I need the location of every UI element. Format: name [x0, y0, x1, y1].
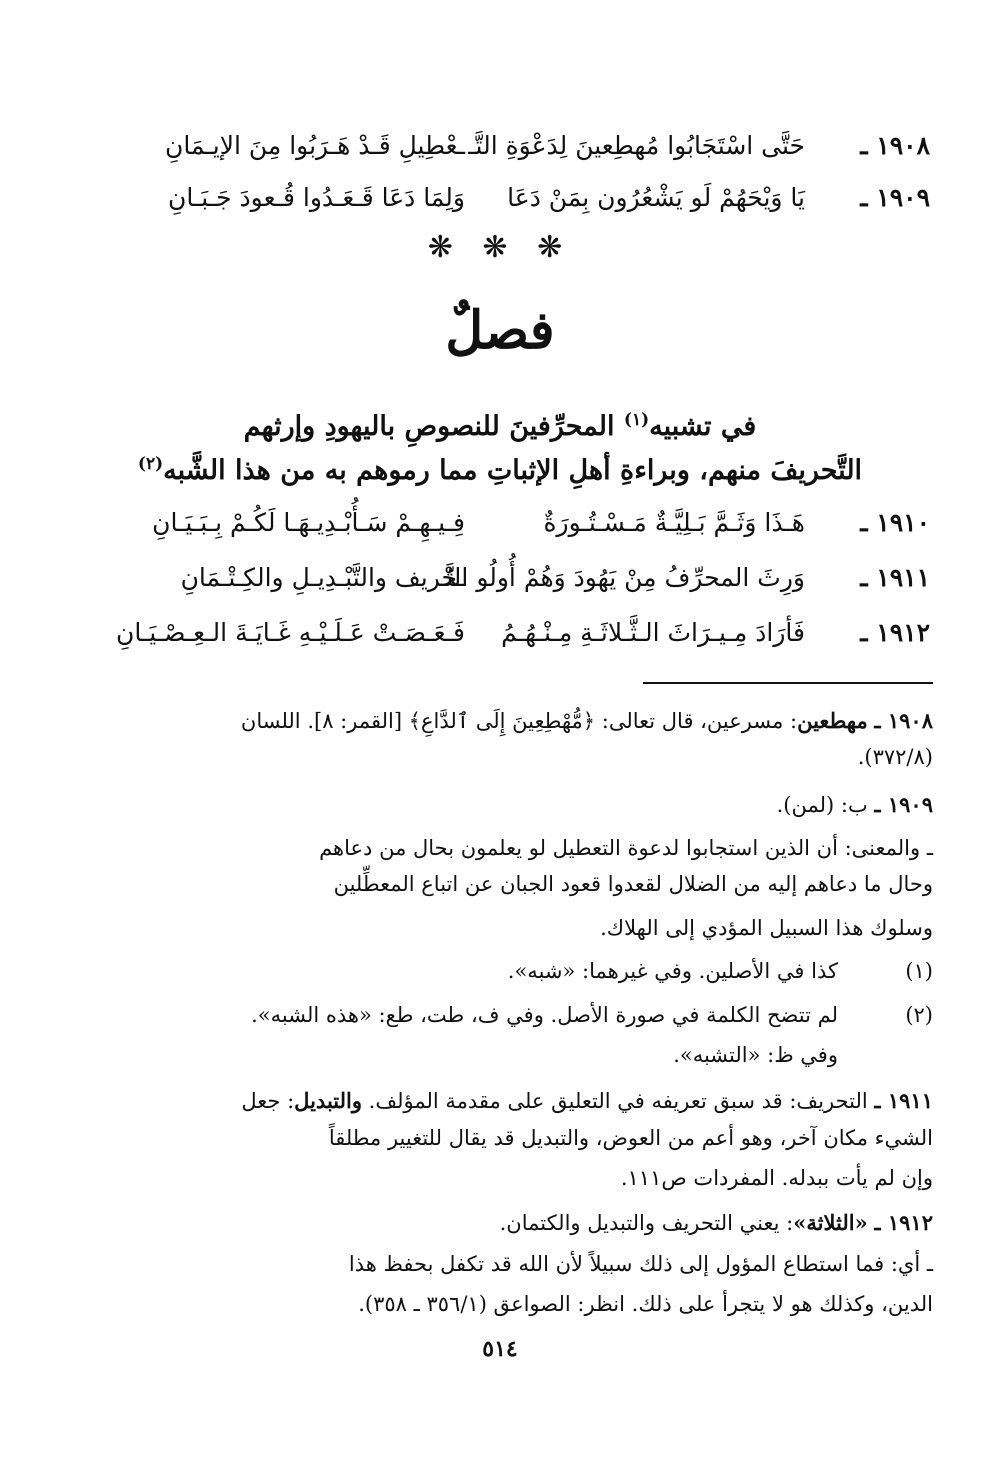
verse-first-hemistich: يَا وَيْحَهُمْ لَو يَشْعُرُون بِمَنْ دَعَا: [507, 183, 805, 212]
footnote-text: كذا في الأصلين. وفي غيرهما: «شبه».: [507, 959, 838, 983]
verse-1912: [70, 607, 930, 659]
note-1911: [68, 1083, 933, 1119]
explanation-line-1: ـ أي: فما استطاع المؤول إلى ذلك سبيلاً لأن الله قد تكفل بحفظ هذا: [348, 1252, 933, 1276]
note-number: ١٩١٢ ـ: [874, 1210, 933, 1235]
verse-1909: [70, 172, 930, 224]
footnote-number: (١): [905, 959, 933, 983]
explanation-line-2: الدين، وكذلك هو لا يتجرأ على ذلك. انظر: الصواعق (٣٥٦/١ ـ ٣٥٨).: [358, 1292, 933, 1316]
note-1908: [68, 703, 933, 739]
note-text: : جعل: [241, 1089, 295, 1113]
verse-second-hemistich: وَلِمَا دَعَا قَـعَـدُوا قُـعودَ جَـبَـانِ: [167, 183, 465, 212]
heading-text: في تشبيه: [649, 411, 757, 442]
meaning-line-2: وحال ما دعاهم إليه من الضلال لقعدوا قعود الجبان عن اتباع المعطِّلين: [333, 872, 933, 896]
meaning-line-3: وسلوك هذا السبيل المؤدي إلى الهلاك.: [600, 916, 933, 940]
note-text: : مسرعين، قال تعالى: ﴿مُّهْطِعِينَ إِلَى ٱلدَّاعِ﴾ [القمر: ٨]. اللسان: [240, 709, 798, 733]
verse-number: ١٩٠٩ ـ: [860, 183, 930, 212]
section-title: فصلٌ: [445, 300, 555, 361]
note-text: : يعني التحريف والتبديل والكتمان.: [499, 1211, 794, 1235]
note-text: التحريف: قد سبق تعريفه في التعليق على مقدمة المؤلف.: [362, 1089, 868, 1113]
footnote-number: (٢): [905, 1003, 933, 1027]
section-separator-stars: ❋ ❋ ❋: [427, 230, 573, 265]
note-keyword: «الثلاثة»: [793, 1210, 868, 1235]
verse-second-hemistich: فِـيـهِـمْ سَـأُبْـدِيـهَـا لَكُـمْ بِـبَـيَـانِ: [152, 508, 465, 537]
footnote-marker: (٢): [137, 454, 164, 474]
verse-first-hemistich: وَرِثَ المحرِّفُ مِنْ يَهُودَ وَهُمْ أُولُو التَّـ: [438, 563, 805, 592]
footnote-text: وفي ظ: «التشبه».: [673, 1043, 838, 1067]
verse-first-hemistich: حَتَّى اسْتَجَابُوا مُهطِعينَ لِدَعْوَةِ التَّـ: [468, 131, 805, 160]
note-1911-line-3: وإن لم يأت ببدله. المفردات ص١١١.: [620, 1166, 933, 1190]
note-number: ١٩٠٩ ـ: [874, 792, 933, 817]
verse-number: ١٩١١ ـ: [860, 563, 930, 592]
verse-second-hemistich: ـحْريف والتَّبْـدِيـلِ والكِـتْـمَانِ: [180, 563, 465, 592]
note-1909: [68, 787, 933, 823]
note-1908-continuation: (٣٧٢/٨).: [857, 745, 933, 769]
note-keyword: مهطعين: [797, 708, 868, 733]
verse-1910: [70, 497, 930, 549]
verse-1911: [70, 552, 930, 604]
note-text: ب: (لمن).: [776, 793, 868, 817]
section-heading-line-2: [60, 442, 940, 493]
footnote-separator: [643, 682, 933, 684]
footnote-text: لم تتضح الكلمة في صورة الأصل. وفي ف، طت، طع: «هذه الشبه».: [251, 1003, 838, 1027]
verse-number: ١٩١٢ ـ: [860, 618, 930, 647]
page-number: ٥١٤: [482, 1336, 518, 1362]
verse-number: ١٩١٠ ـ: [860, 508, 930, 537]
verse-first-hemistich: فَأرَادَ مِـيـرَاثَ الـثَّـلاثَـةِ مِـنْـهُـمُ: [501, 618, 805, 647]
heading-text: التَّحريفَ منهم، وبراءةِ أهلِ الإثباتِ مما رموهم به من هذا الشَّبه: [163, 455, 863, 486]
heading-text: المحرِّفينَ للنصوصِ باليهودِ وإرثهم: [243, 411, 624, 442]
note-number: ١٩١١ ـ: [874, 1088, 933, 1113]
note-keyword: والتبديل: [294, 1088, 362, 1113]
verse-first-hemistich: هَـذَا وَثَـمَّ بَـلِيَّـةٌ مَـسْـتُـورَةٌ: [543, 508, 805, 537]
meaning-line-1: ـ والمعنى: أن الذين استجابوا لدعوة التعطيل لو يعلمون بحال من دعاهم: [319, 836, 933, 860]
note-1911-line-2: الشيء مكان آخر، وهو أعم من العوض، والتبديل قد يقال للتغيير مطلقاً: [328, 1126, 933, 1150]
note-number: ١٩٠٨ ـ: [874, 708, 933, 733]
footnote-marker: (١): [623, 410, 650, 430]
verse-1908: [70, 120, 930, 172]
verse-second-hemistich: ـعْطِيلِ قَـدْ هَـرَبُوا مِنَ الإيـمَانِ: [164, 131, 465, 160]
note-1912: [68, 1205, 933, 1241]
verse-second-hemistich: فَـعَـصَـتْ عَـلَـيْـهِ غَـايَـةَ الـعِـصْـيَـانِ: [116, 618, 465, 647]
verse-number: ١٩٠٨ ـ: [860, 131, 930, 160]
